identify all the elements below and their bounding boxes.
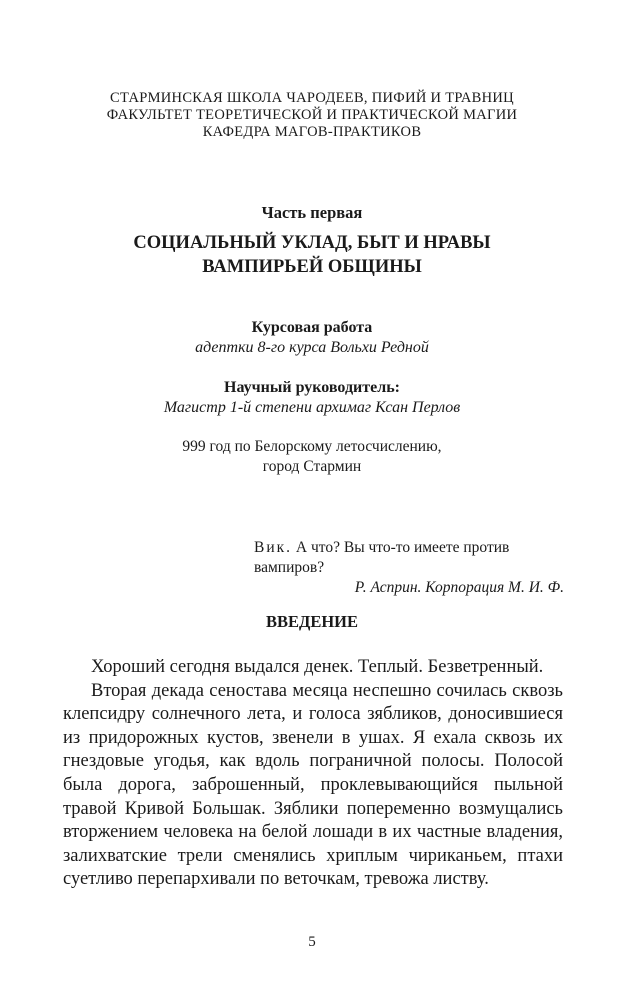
- body-text: [63, 656, 563, 892]
- header-department: КАФЕДРА МАГОВ-ПРАКТИКОВ: [202, 124, 422, 140]
- coursework-block: [0, 318, 624, 358]
- section-title: ВВЕДЕНИЕ: [265, 612, 359, 631]
- date-place-block: [0, 437, 624, 477]
- coursework-author: адептки 8-го курса Вольхи Редной: [195, 339, 429, 356]
- epigraph-quote-text: А что? Вы что-то имеете против: [295, 539, 510, 556]
- paragraph-1: Хороший сегодня выдался денек. Теплый. Безветренный.: [91, 657, 544, 677]
- paragraph-2: Вторая декада сеностава месяца неспешно сочилась сквозь клепсидру солнечного лета, и голоса зябликов, доносившиеся из придорожных кустов, звенели в ушах. Я ехала сквозь их гнездовые угодья, как вдоль пограничной полосы. Полосой была дорога, заброшенный, проклевывающийся пыльной травой Кривой Большак. Зяблики попеременно возмущались вторжением человека на белой лошади в их частные владения, залихватские трели сменялись хриплым чириканьем, птахи суетливо перепархивали по веточкам, тревожа листву.: [63, 680, 563, 890]
- work-title-line-1: СОЦИАЛЬНЫЙ УКЛАД, БЫТ И НРАВЫ: [133, 233, 491, 253]
- date-line: 999 год по Белорскому летосчислению,: [182, 438, 442, 455]
- coursework-label: Курсовая работа: [251, 319, 373, 336]
- supervisor-name: Магистр 1-й степени архимаг Ксан Перлов: [163, 399, 461, 416]
- epigraph-speaker: Вик.: [254, 539, 293, 556]
- epigraph-source: Р. Асприн. Корпорация М. И. Ф.: [354, 579, 564, 596]
- epigraph: [254, 538, 564, 598]
- epigraph-quote-line-1: [254, 538, 564, 558]
- supervisor-label: Научный руководитель:: [224, 379, 400, 396]
- page-number: 5: [308, 934, 316, 950]
- institution-header: [0, 90, 624, 141]
- header-faculty: ФАКУЛЬТЕТ ТЕОРЕТИЧЕСКОЙ И ПРАКТИЧЕСКОЙ МАГИИ: [106, 107, 518, 123]
- place-line: город Стармин: [262, 458, 362, 475]
- epigraph-quote-line-2: вампиров?: [254, 559, 325, 576]
- supervisor-block: [0, 378, 624, 418]
- work-title: [0, 231, 624, 279]
- header-school: СТАРМИНСКАЯ ШКОЛА ЧАРОДЕЕВ, ПИФИЙ И ТРАВНИЦ: [110, 90, 514, 106]
- part-label: Часть первая: [261, 203, 363, 222]
- work-title-line-2: ВАМПИРЬЕЙ ОБЩИНЫ: [202, 257, 422, 277]
